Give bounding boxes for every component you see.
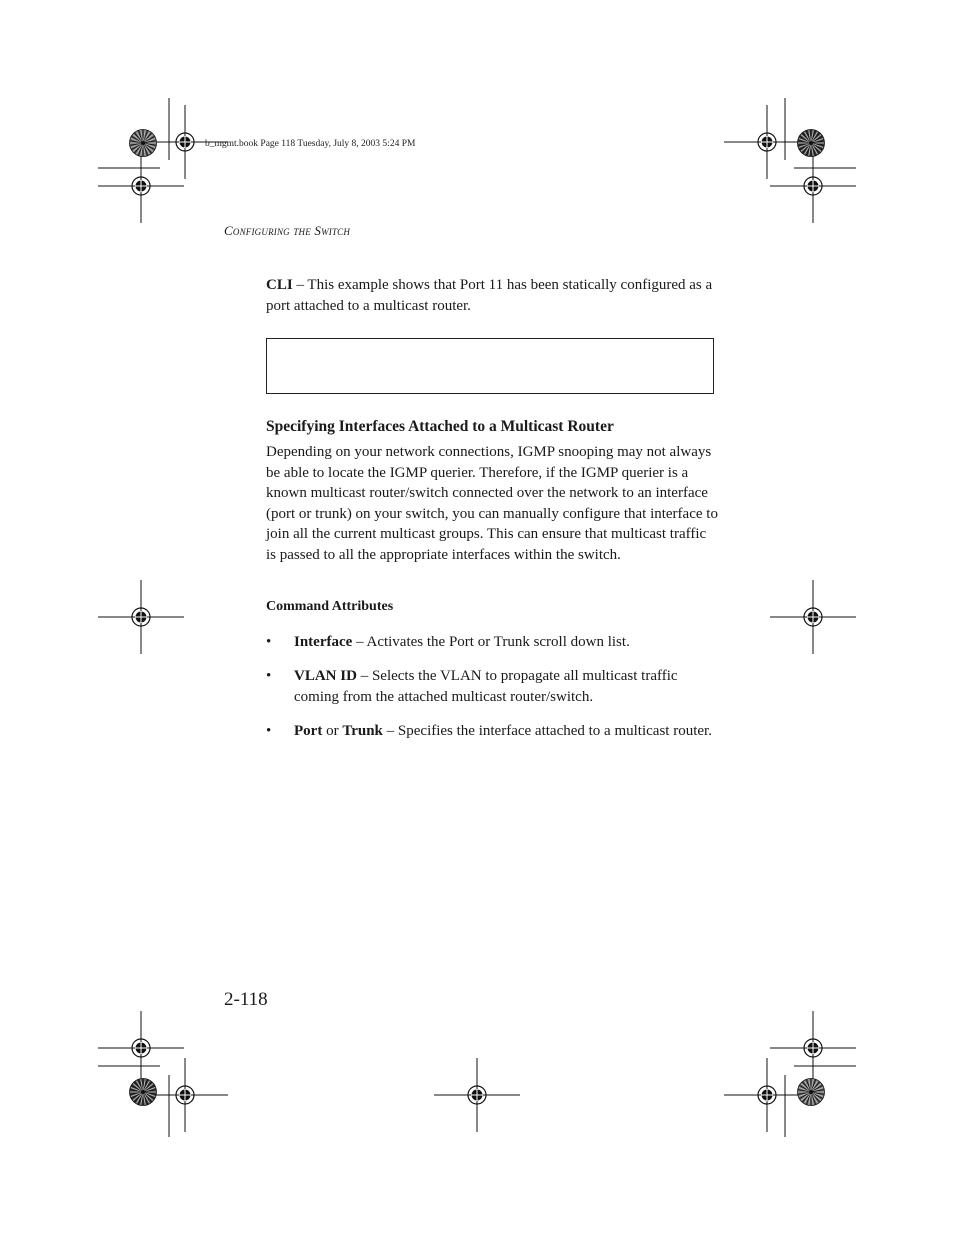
attribute-term: VLAN ID: [294, 668, 357, 684]
bullet-icon: •: [266, 668, 272, 684]
crop-lines: [98, 98, 856, 1137]
cli-term: CLI: [266, 277, 293, 293]
running-head: Configuring the Switch: [224, 223, 351, 238]
command-attributes-heading: Command Attributes: [266, 599, 394, 614]
section-heading: Specifying Interfaces Attached to a Multicast Router: [266, 418, 614, 435]
attribute-joiner: or: [322, 722, 343, 739]
cli-example-box: [266, 338, 714, 394]
section-body: Depending on your network connections, IGMP snooping may not always be able to locate the IGMP querier. Therefore, if the IGMP querier is a known multicast router/switch connected over the network to an interface (port or trunk) on your switch, you can manually configure that interface to join all the current multicast groups. This can ensure that multicast traffic is passed to all the appropriate interfaces within the switch.: [266, 444, 718, 563]
page-number: 2-118: [224, 989, 268, 1010]
registration-target-icon: [98, 1011, 184, 1085]
star-target-icon: [798, 130, 825, 157]
attribute-term: Interface: [294, 634, 353, 650]
attribute-list: [266, 632, 718, 755]
registration-target-icon: [98, 149, 184, 223]
bullet-icon: •: [266, 634, 272, 650]
attribute-description: – Selects the VLAN to propagate all multicast traffic coming from the attached multicast router/switch.: [294, 668, 678, 705]
book-slug: b_mgmt.book Page 118 Tuesday, July 8, 2003 5:24 PM: [205, 139, 416, 149]
bullet-icon: •: [266, 722, 272, 739]
registration-target-icon: [98, 580, 184, 654]
cli-intro: [266, 275, 718, 316]
list-item: [266, 632, 718, 653]
list-item: [266, 721, 718, 742]
registration-target-icon: [434, 1058, 520, 1132]
attribute-description: – Specifies the interface attached to a multicast router.: [382, 722, 712, 739]
attribute-description: – Activates the Port or Trunk scroll down list.: [352, 634, 630, 650]
registration-target-icon: [770, 149, 856, 223]
list-item: [266, 666, 718, 707]
attribute-term: Port: [294, 722, 323, 739]
star-target-icon: [130, 1079, 157, 1106]
star-target-icon: [130, 130, 157, 157]
attribute-term-alt: Trunk: [342, 722, 383, 739]
star-target-icon: [798, 1079, 825, 1106]
registration-target-icon: [770, 580, 856, 654]
registration-targets: [98, 105, 856, 1132]
registration-target-icon: [770, 1011, 856, 1085]
registration-target-icon: [724, 1058, 810, 1132]
cli-intro-text: – This example shows that Port 11 has been statically configured as a port attached to a multicast router.: [266, 277, 713, 314]
